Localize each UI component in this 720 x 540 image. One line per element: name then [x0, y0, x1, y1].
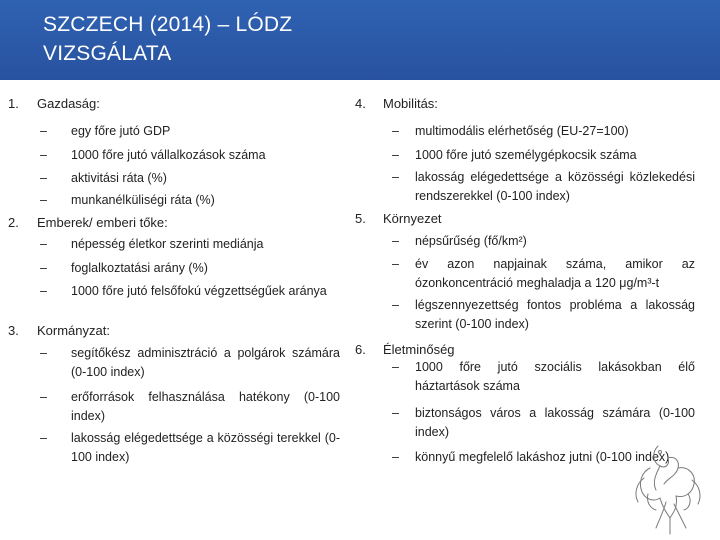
dash-bullet: –: [40, 390, 47, 404]
section-title: Kormányzat:: [37, 323, 110, 338]
dash-bullet: –: [40, 124, 47, 138]
section-number: 6.: [355, 342, 366, 357]
dash-bullet: –: [40, 193, 47, 207]
list-item-text: biztonságos város a lakosság számára (0-100 index): [415, 406, 695, 439]
dash-bullet: –: [40, 171, 47, 185]
dash-bullet: –: [392, 234, 399, 248]
list-item-text: 1000 főre jutó felsőfokú végzettségűek aránya: [71, 284, 327, 298]
list-item-text: lakosság elégedettsége a közösségi közlekedési rendszerekkel (0-100 index): [415, 170, 695, 203]
phoenix-logo-icon: [630, 438, 712, 536]
section-title: Mobilitás:: [383, 96, 438, 111]
dash-bullet: –: [40, 284, 47, 298]
page-title-text: SZCZECH (2014) – LÓDZ VIZSGÁLATA: [43, 13, 293, 65]
dash-bullet: –: [392, 406, 399, 420]
section-number: 4.: [355, 96, 366, 111]
dash-bullet: –: [392, 257, 399, 271]
list-item-text: munkanélküliségi ráta (%): [71, 193, 215, 207]
dash-bullet: –: [40, 261, 47, 275]
section-title: Gazdaság:: [37, 96, 100, 111]
dash-bullet: –: [392, 148, 399, 162]
dash-bullet: –: [392, 360, 399, 374]
section-number: 2.: [8, 215, 19, 230]
section-title: Életminőség: [383, 342, 455, 357]
list-item-text: aktivitási ráta (%): [71, 171, 167, 185]
dash-bullet: –: [392, 298, 399, 312]
dash-bullet: –: [40, 346, 47, 360]
dash-bullet: –: [40, 431, 47, 445]
list-item-text: foglalkoztatási arány (%): [71, 261, 208, 275]
section-number: 5.: [355, 211, 366, 226]
list-item-text: népesség életkor szerinti mediánja: [71, 237, 264, 251]
list-item-text: könnyű megfelelő lakáshoz jutni (0-100 index): [415, 450, 670, 464]
list-item-text: 1000 főre jutó személygépkocsik száma: [415, 148, 637, 162]
title-banner: [0, 0, 720, 80]
dash-bullet: –: [392, 124, 399, 138]
dash-bullet: –: [392, 170, 399, 184]
section-title: Emberek/ emberi tőke:: [37, 215, 168, 230]
list-item-text: lakosság elégedettsége a közösségi terekkel (0-100 index): [71, 431, 340, 464]
list-item-text: év azon napjainak száma, amikor az ózonkoncentráció meghaladja a 120 μg/m³-t: [415, 257, 695, 290]
dash-bullet: –: [392, 450, 399, 464]
section-number: 3.: [8, 323, 19, 338]
dash-bullet: –: [40, 148, 47, 162]
section-number: 1.: [8, 96, 19, 111]
list-item-text: légszennyezettség fontos probléma a lakosság szerint (0-100 index): [415, 298, 695, 331]
page-title: [43, 10, 373, 68]
list-item-text: multimodális elérhetőség (EU-27=100): [415, 124, 629, 138]
list-item-text: 1000 főre jutó vállalkozások száma: [71, 148, 266, 162]
list-item-text: erőforrások felhasználása hatékony (0-100 index): [71, 390, 340, 423]
list-item-text: segítőkész adminisztráció a polgárok számára (0-100 index): [71, 346, 340, 379]
section-title: Környezet: [383, 211, 442, 226]
list-item-text: 1000 főre jutó szociális lakásokban élő háztartások száma: [415, 360, 695, 393]
list-item-text: népsűrűség (fő/km²): [415, 234, 527, 248]
dash-bullet: –: [40, 237, 47, 251]
list-item-text: egy főre jutó GDP: [71, 124, 171, 138]
